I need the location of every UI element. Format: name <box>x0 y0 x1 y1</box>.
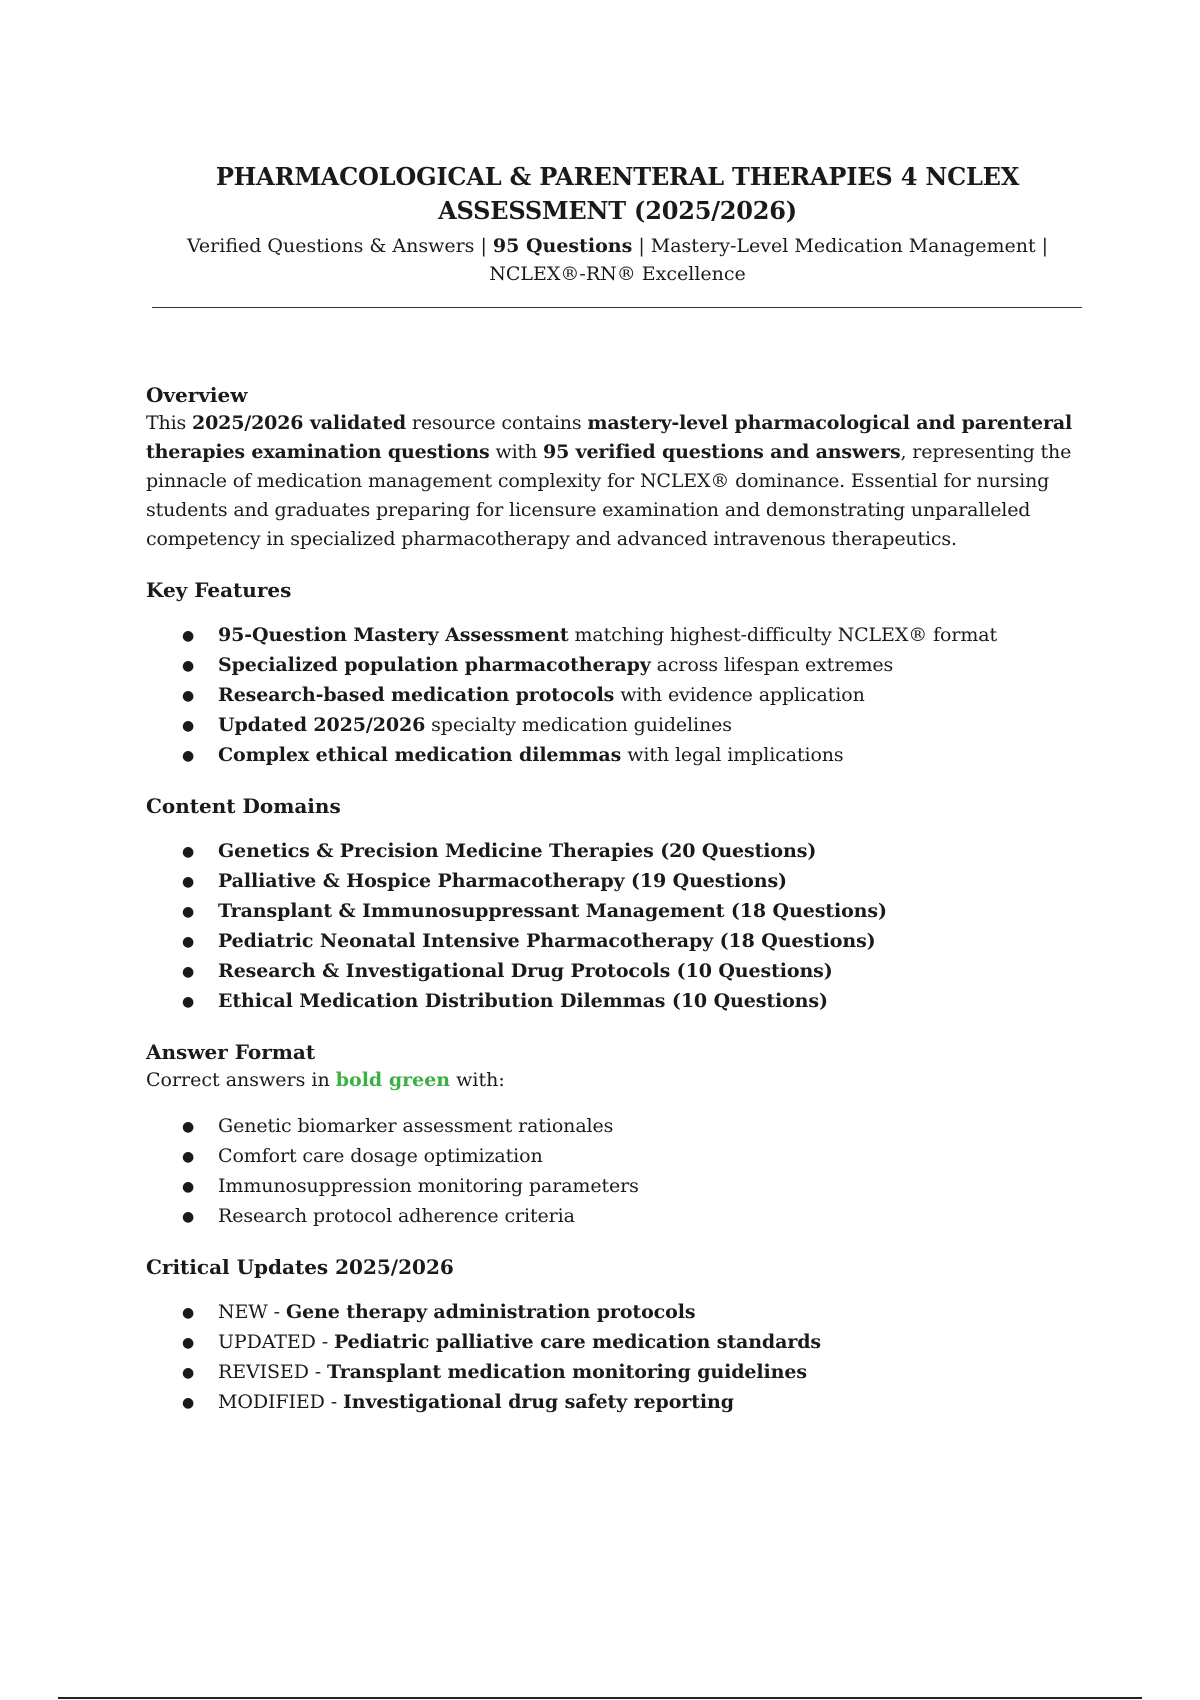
list-item <box>146 866 1076 896</box>
bullet-icon: ● <box>182 1149 195 1165</box>
list-item <box>146 1171 1076 1201</box>
bullet-icon: ● <box>182 1395 195 1411</box>
content-domains-list <box>146 836 1076 1016</box>
item-text: with legal implications <box>621 744 844 766</box>
bold-green-label: bold green <box>335 1069 451 1091</box>
bullet-icon: ● <box>182 994 195 1010</box>
document-body <box>146 381 1076 1417</box>
list-item <box>146 710 1076 740</box>
list-item <box>146 650 1076 680</box>
critical-updates-heading: Critical Updates 2025/2026 <box>146 1255 454 1279</box>
bullet-icon: ● <box>182 688 195 704</box>
list-item <box>146 1111 1076 1141</box>
list-item <box>146 1357 1076 1387</box>
key-features-section <box>146 576 1076 770</box>
list-item <box>146 986 1076 1016</box>
update-tag: REVISED - <box>218 1361 328 1383</box>
bullet-icon: ● <box>182 1179 195 1195</box>
answer-format-text <box>146 1066 1076 1095</box>
item-text: with evidence application <box>614 684 865 706</box>
overview-text-part: This <box>146 412 193 434</box>
key-features-heading: Key Features <box>146 578 292 602</box>
list-item <box>146 680 1076 710</box>
key-features-list <box>146 620 1076 770</box>
item-text: Genetic biomarker assessment rationales <box>218 1115 614 1137</box>
bullet-icon: ● <box>182 844 195 860</box>
bullet-icon: ● <box>182 1335 195 1351</box>
list-item <box>146 896 1076 926</box>
update-tag: NEW - <box>218 1301 286 1323</box>
answer-format-list <box>146 1111 1076 1231</box>
bullet-icon: ● <box>182 874 195 890</box>
list-item <box>146 926 1076 956</box>
overview-text-part: , representing the pinnacle of medication management complexity for NCLEX® dominance. Essential for nursing students and graduates preparing for licensure examination and demonstrating unparalleled competency in specialized pharmacotherapy and advanced intravenous therapeutics. <box>146 441 1072 550</box>
bullet-icon: ● <box>182 904 195 920</box>
answer-format-section <box>146 1038 1076 1231</box>
update-text: Transplant medication monitoring guidelines <box>327 1361 807 1383</box>
item-text: specialty medication guidelines <box>425 714 732 736</box>
header-divider <box>152 307 1082 308</box>
bullet-icon: ● <box>182 934 195 950</box>
item-bold: Complex ethical medication dilemmas <box>218 744 622 766</box>
content-domains-heading: Content Domains <box>146 794 341 818</box>
list-item <box>146 740 1076 770</box>
list-item <box>146 836 1076 866</box>
bullet-icon: ● <box>182 628 195 644</box>
domain-label: Research & Investigational Drug Protocols (10 Questions) <box>218 960 833 982</box>
document-title: PHARMACOLOGICAL & PARENTERAL THERAPIES 4 NCLEX ASSESSMENT (2025/2026) <box>215 162 1020 225</box>
overview-section <box>146 381 1076 554</box>
bullet-icon: ● <box>182 1119 195 1135</box>
item-text: matching highest-difficulty NCLEX® format <box>568 624 998 646</box>
document-subtitle <box>150 232 1085 288</box>
update-text: Gene therapy administration protocols <box>285 1301 696 1323</box>
domain-label: Palliative & Hospice Pharmacotherapy (19 Questions) <box>218 870 787 892</box>
critical-updates-list <box>146 1297 1076 1417</box>
item-text: across lifespan extremes <box>650 654 894 676</box>
answer-format-part: Correct answers in <box>146 1069 336 1091</box>
overview-bold-part: 95 verified questions and answers <box>543 441 901 463</box>
bullet-icon: ● <box>182 1305 195 1321</box>
domain-label: Pediatric Neonatal Intensive Pharmacotherapy (18 Questions) <box>218 930 876 952</box>
update-text: Pediatric palliative care medication standards <box>334 1331 822 1353</box>
subtitle-part: | Mastery-Level Medication Management | NCLEX®-RN® Excellence <box>489 235 1049 285</box>
item-bold: 95-Question Mastery Assessment <box>218 624 569 646</box>
list-item <box>146 1387 1076 1417</box>
item-bold: Research-based medication protocols <box>218 684 615 706</box>
list-item <box>146 956 1076 986</box>
bullet-icon: ● <box>182 718 195 734</box>
overview-text-part: resource contains <box>406 412 588 434</box>
footer-divider <box>58 1697 1142 1699</box>
update-tag: MODIFIED - <box>218 1391 343 1413</box>
overview-paragraph <box>146 409 1076 554</box>
overview-bold-part: mastery-level pharmacological and parenteral therapies examination questions <box>146 412 1073 463</box>
list-item <box>146 620 1076 650</box>
document-header <box>150 160 1085 288</box>
bullet-icon: ● <box>182 1209 195 1225</box>
overview-bold-part: 2025/2026 validated <box>192 412 407 434</box>
overview-text-part: with <box>489 441 543 463</box>
list-item <box>146 1327 1076 1357</box>
list-item <box>146 1297 1076 1327</box>
domain-label: Genetics & Precision Medicine Therapies (20 Questions) <box>218 840 817 862</box>
critical-updates-section <box>146 1253 1076 1417</box>
bullet-icon: ● <box>182 1365 195 1381</box>
bullet-icon: ● <box>182 748 195 764</box>
list-item <box>146 1201 1076 1231</box>
domain-label: Transplant & Immunosuppressant Management (18 Questions) <box>218 900 887 922</box>
item-bold: Specialized population pharmacotherapy <box>218 654 651 676</box>
bullet-icon: ● <box>182 658 195 674</box>
bullet-icon: ● <box>182 964 195 980</box>
item-text: Research protocol adherence criteria <box>218 1205 575 1227</box>
answer-format-part: with: <box>450 1069 505 1091</box>
subtitle-question-count: 95 Questions <box>492 235 633 257</box>
content-domains-section <box>146 792 1076 1016</box>
update-text: Investigational drug safety reporting <box>342 1391 734 1413</box>
item-text: Comfort care dosage optimization <box>218 1145 543 1167</box>
answer-format-heading: Answer Format <box>146 1040 316 1064</box>
list-item <box>146 1141 1076 1171</box>
overview-heading: Overview <box>146 383 248 407</box>
update-tag: UPDATED - <box>218 1331 334 1353</box>
subtitle-part: Verified Questions & Answers | <box>186 235 493 257</box>
item-bold: Updated 2025/2026 <box>218 714 426 736</box>
item-text: Immunosuppression monitoring parameters <box>218 1175 639 1197</box>
domain-label: Ethical Medication Distribution Dilemmas (10 Questions) <box>218 990 828 1012</box>
